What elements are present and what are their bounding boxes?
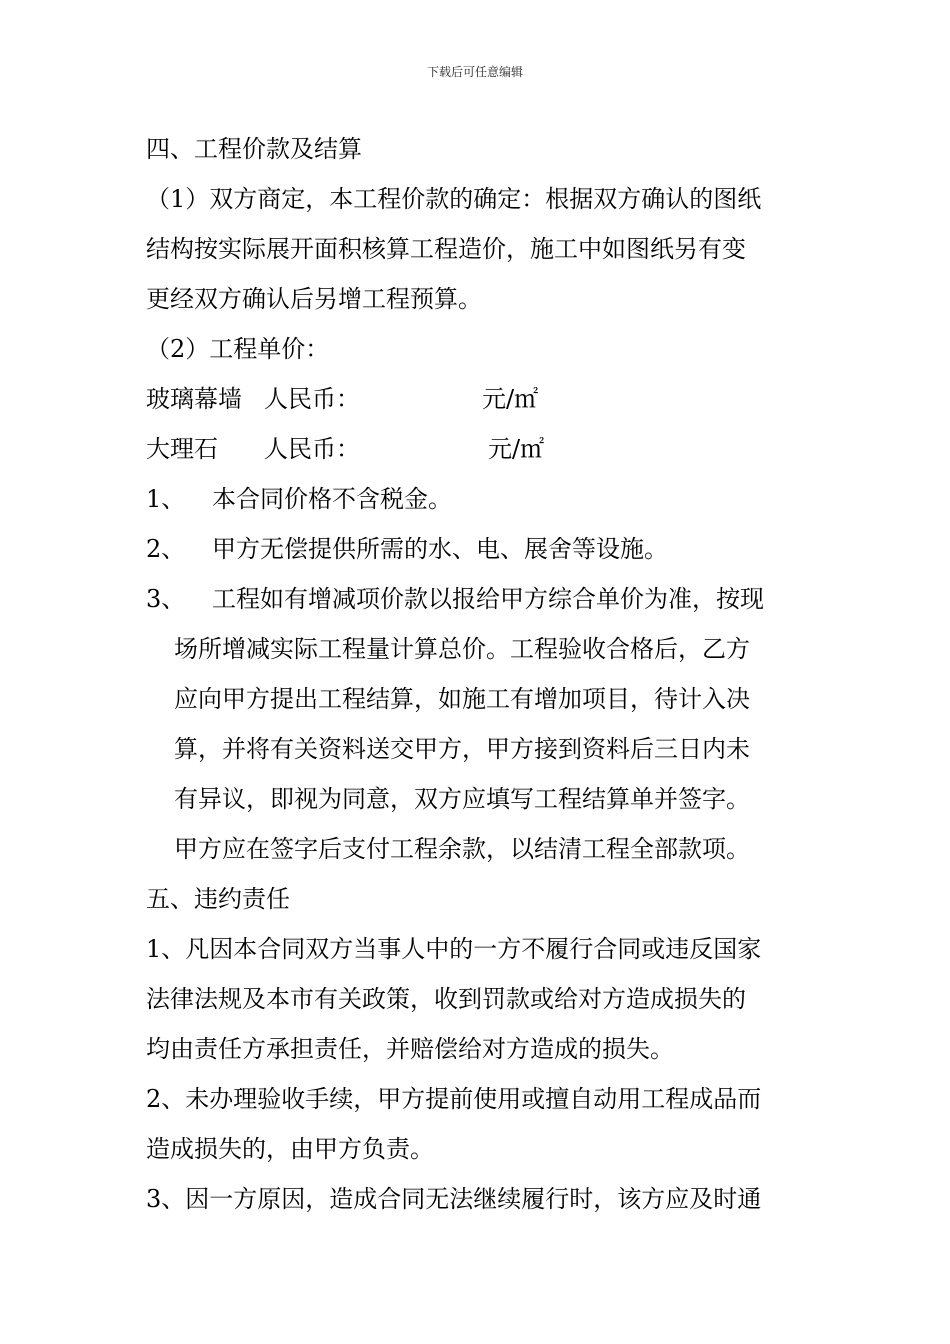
list-item-number: 1、	[146, 485, 186, 513]
list-item-text: 本合同价格不含税金。	[212, 485, 452, 513]
list-item	[146, 524, 810, 574]
paragraph-line: 造成损失的，由甲方负责。	[146, 1135, 434, 1163]
paragraph-line: 法律法规及本市有关政策，收到罚款或给对方造成损失的	[146, 985, 746, 1013]
price-currency-label: 人民币：	[264, 435, 360, 463]
paragraph-line: 1、凡因本合同双方当事人中的一方不履行合同或违反国家	[146, 935, 762, 963]
paragraph-line: 均由责任方承担责任，并赔偿给对方造成的损失。	[146, 1035, 674, 1063]
list-item-text: 甲方无偿提供所需的水、电、展舍等设施。	[212, 535, 668, 563]
list-item-continuation: 场所增减实际工程量计算总价。工程验收合格后，乙方	[174, 635, 750, 663]
list-item-continuation: 应向甲方提出工程结算，如施工有增加项目，待计入决	[174, 685, 750, 713]
page-header: 下载后可任意编辑	[426, 65, 523, 79]
price-unit: 元/㎡	[488, 435, 545, 463]
list-item	[146, 474, 810, 524]
unit-price-title: （2）工程单价：	[146, 335, 330, 363]
paragraph-line: 3、因一方原因，造成合同无法继续履行时，该方应及时通	[146, 1185, 762, 1213]
document-body	[146, 124, 810, 1224]
price-unit: 元/㎡	[482, 385, 539, 413]
price-currency-label: 人民币：	[264, 385, 360, 413]
list-item-continuation: 甲方应在签字后支付工程余款，以结清工程全部款项。	[174, 835, 750, 863]
paragraph-line: 更经双方确认后另增工程预算。	[146, 285, 482, 313]
list-item-number: 3、	[146, 585, 186, 613]
list-item-continuation: 有异议，即视为同意，双方应填写工程结算单并签字。	[174, 785, 750, 813]
price-item-name: 玻璃幕墙	[146, 385, 242, 413]
list-item-text: 工程如有增减项价款以报给甲方综合单价为准，按现	[212, 585, 764, 613]
section-5-title: 五、违约责任	[146, 885, 290, 913]
price-row-marble	[146, 424, 810, 474]
price-row-glass-curtain-wall	[146, 374, 810, 424]
list-item	[146, 574, 810, 624]
list-item-number: 2、	[146, 535, 186, 563]
paragraph-line: 结构按实际展开面积核算工程造价，施工中如图纸另有变	[146, 235, 746, 263]
section-4-title: 四、工程价款及结算	[146, 135, 362, 163]
price-item-name: 大理石	[146, 435, 218, 463]
list-item-continuation: 算，并将有关资料送交甲方，甲方接到资料后三日内未	[174, 735, 750, 763]
paragraph-line: （1）双方商定，本工程价款的确定：根据双方确认的图纸	[146, 185, 762, 213]
paragraph-line: 2、未办理验收手续，甲方提前使用或擅自动用工程成品而	[146, 1085, 762, 1113]
